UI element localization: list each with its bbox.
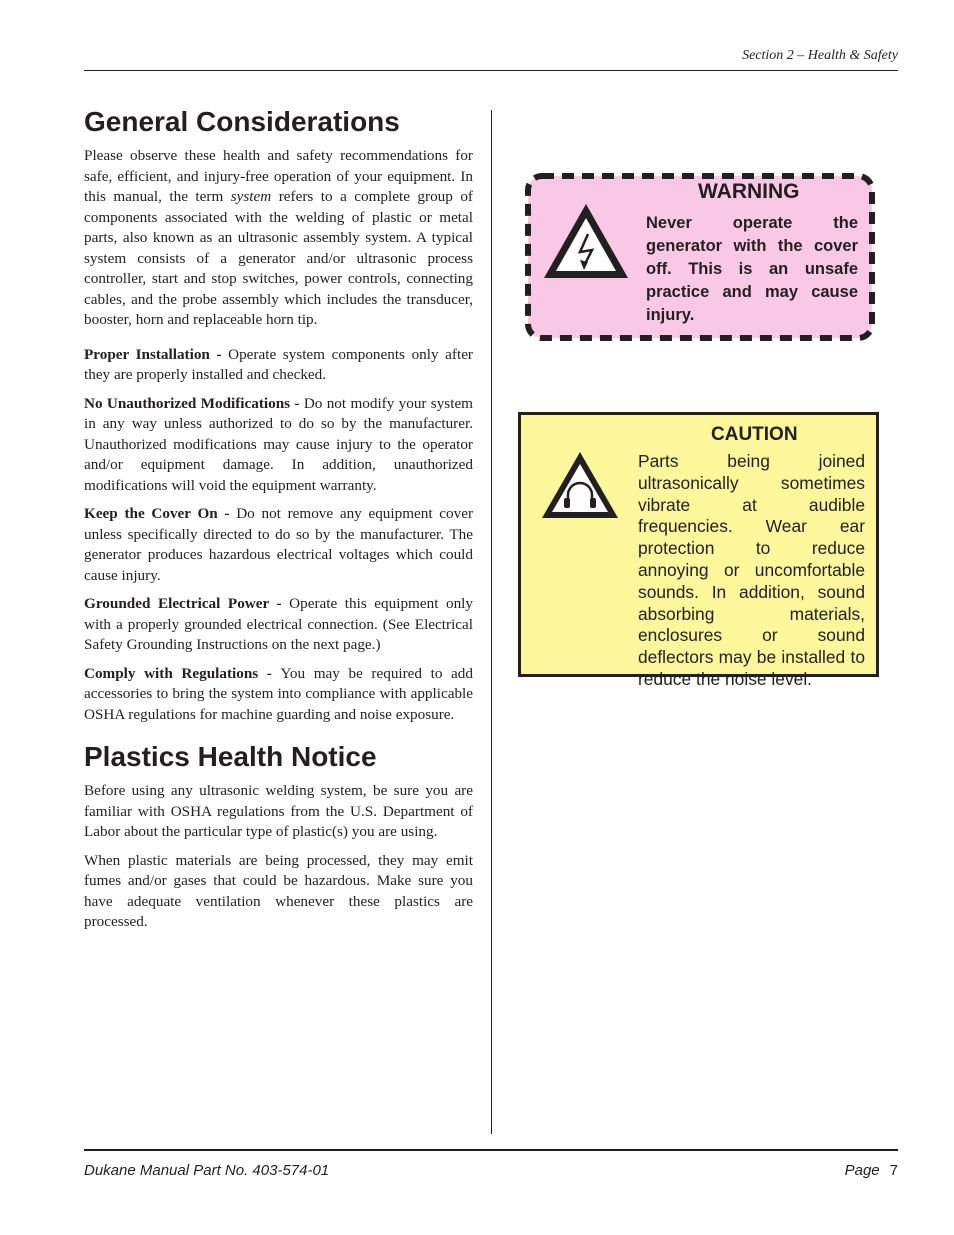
intro-text-after: refers to a complete group of components associated with the welding of plastic or metal parts, also known as an ultrasonic assembly system. A typical system consists of a generator and/or ultrasonic process controller, start and stop switches, power controls, connecting cables, and the probe assembly which includes the transducer, booster, horn and replaceable horn tip. (84, 188, 473, 328)
high-voltage-icon (540, 200, 632, 282)
caution-title: CAUTION (711, 424, 798, 445)
intro-text-before: Please observe these health and safety recommendations for safe, efficient, and injury-free operation of your equipment. In this manual, the term (84, 147, 473, 205)
recommendation-paragraph (84, 664, 473, 726)
recommendation-text: Operate this equipment only with a properly grounded electrical connection. (See Electrical Safety Grounding Instructions on the next page.) (84, 595, 473, 653)
recommendation-text: You may be required to add accessories to bring the system into compliance with applicable OSHA regulations for machine guarding and noise exposure. (84, 664, 473, 723)
intro-term: system (230, 188, 272, 205)
ear-protection-icon (539, 449, 621, 521)
recommendation-label: No Unauthorized Modifications - (84, 394, 304, 412)
plastics-paragraph: When plastic materials are being processed, they may emit fumes and/or gases that could be hazardous. Make sure you have adequate ventilation whenever these plastics are processed. (84, 851, 473, 930)
recommendation-paragraph (84, 345, 473, 386)
left-column (84, 104, 473, 941)
caution-text: Parts being joined ultrasonically sometimes vibrate at audible frequencies. Wear ear protection to reduce annoying or uncomfortable sounds. In addition, sound absorbing materials, enclosures or sound deflectors may be installed to reduce the noise level. (638, 451, 865, 689)
plastics-health-notice-heading: Plastics Health Notice (84, 741, 377, 772)
caution-box (518, 412, 879, 689)
general-intro-paragraph (84, 146, 473, 331)
column-divider (491, 110, 492, 1134)
recommendation-label: Grounded Electrical Power - (84, 595, 290, 612)
recommendation-paragraph (84, 504, 473, 586)
recommendation-label: Keep the Cover On - (84, 505, 237, 522)
footer-rule (84, 1149, 898, 1151)
warning-text: Never operate the generator with the cover off. This is an unsafe practice and may cause injury. (646, 214, 858, 324)
manual-part-number: Dukane Manual Part No. 403-574-01 (84, 1162, 330, 1179)
warning-title: WARNING (698, 180, 800, 203)
recommendation-paragraph (84, 594, 473, 656)
page-indicator (845, 1162, 898, 1179)
general-considerations-heading: General Considerations (84, 106, 400, 137)
page-number: 7 (889, 1162, 898, 1179)
page-label: Page (844, 1162, 880, 1179)
recommendation-label: Comply with Regulations - (84, 664, 281, 682)
recommendation-label: Proper Installation - (84, 345, 229, 363)
recommendation-text: Do not remove any equipment cover unless specifically directed to do so by the manufacturer. The generator produces hazardous electrical voltages which could cause injury. (84, 505, 474, 584)
recommendation-text: Operate system components only after they are properly installed and checked. (84, 345, 473, 383)
recommendation-text: Do not modify your system in any way unless authorized to do so by the manufacturer. Unauthorized modifications may cause injury to the operator and/or equipment damage. In addition, unauthorized modifications will void the equipment warranty. (84, 394, 473, 494)
header-rule (84, 70, 898, 71)
recommendation-paragraph (84, 394, 473, 497)
plastics-paragraph: Before using any ultrasonic welding system, be sure you are familiar with OSHA regulations from the U.S. Department of Labor about the particular type of plastic(s) you are using. (84, 782, 473, 840)
warning-box (522, 170, 878, 344)
section-header: Section 2 – Health & Safety (742, 48, 898, 63)
